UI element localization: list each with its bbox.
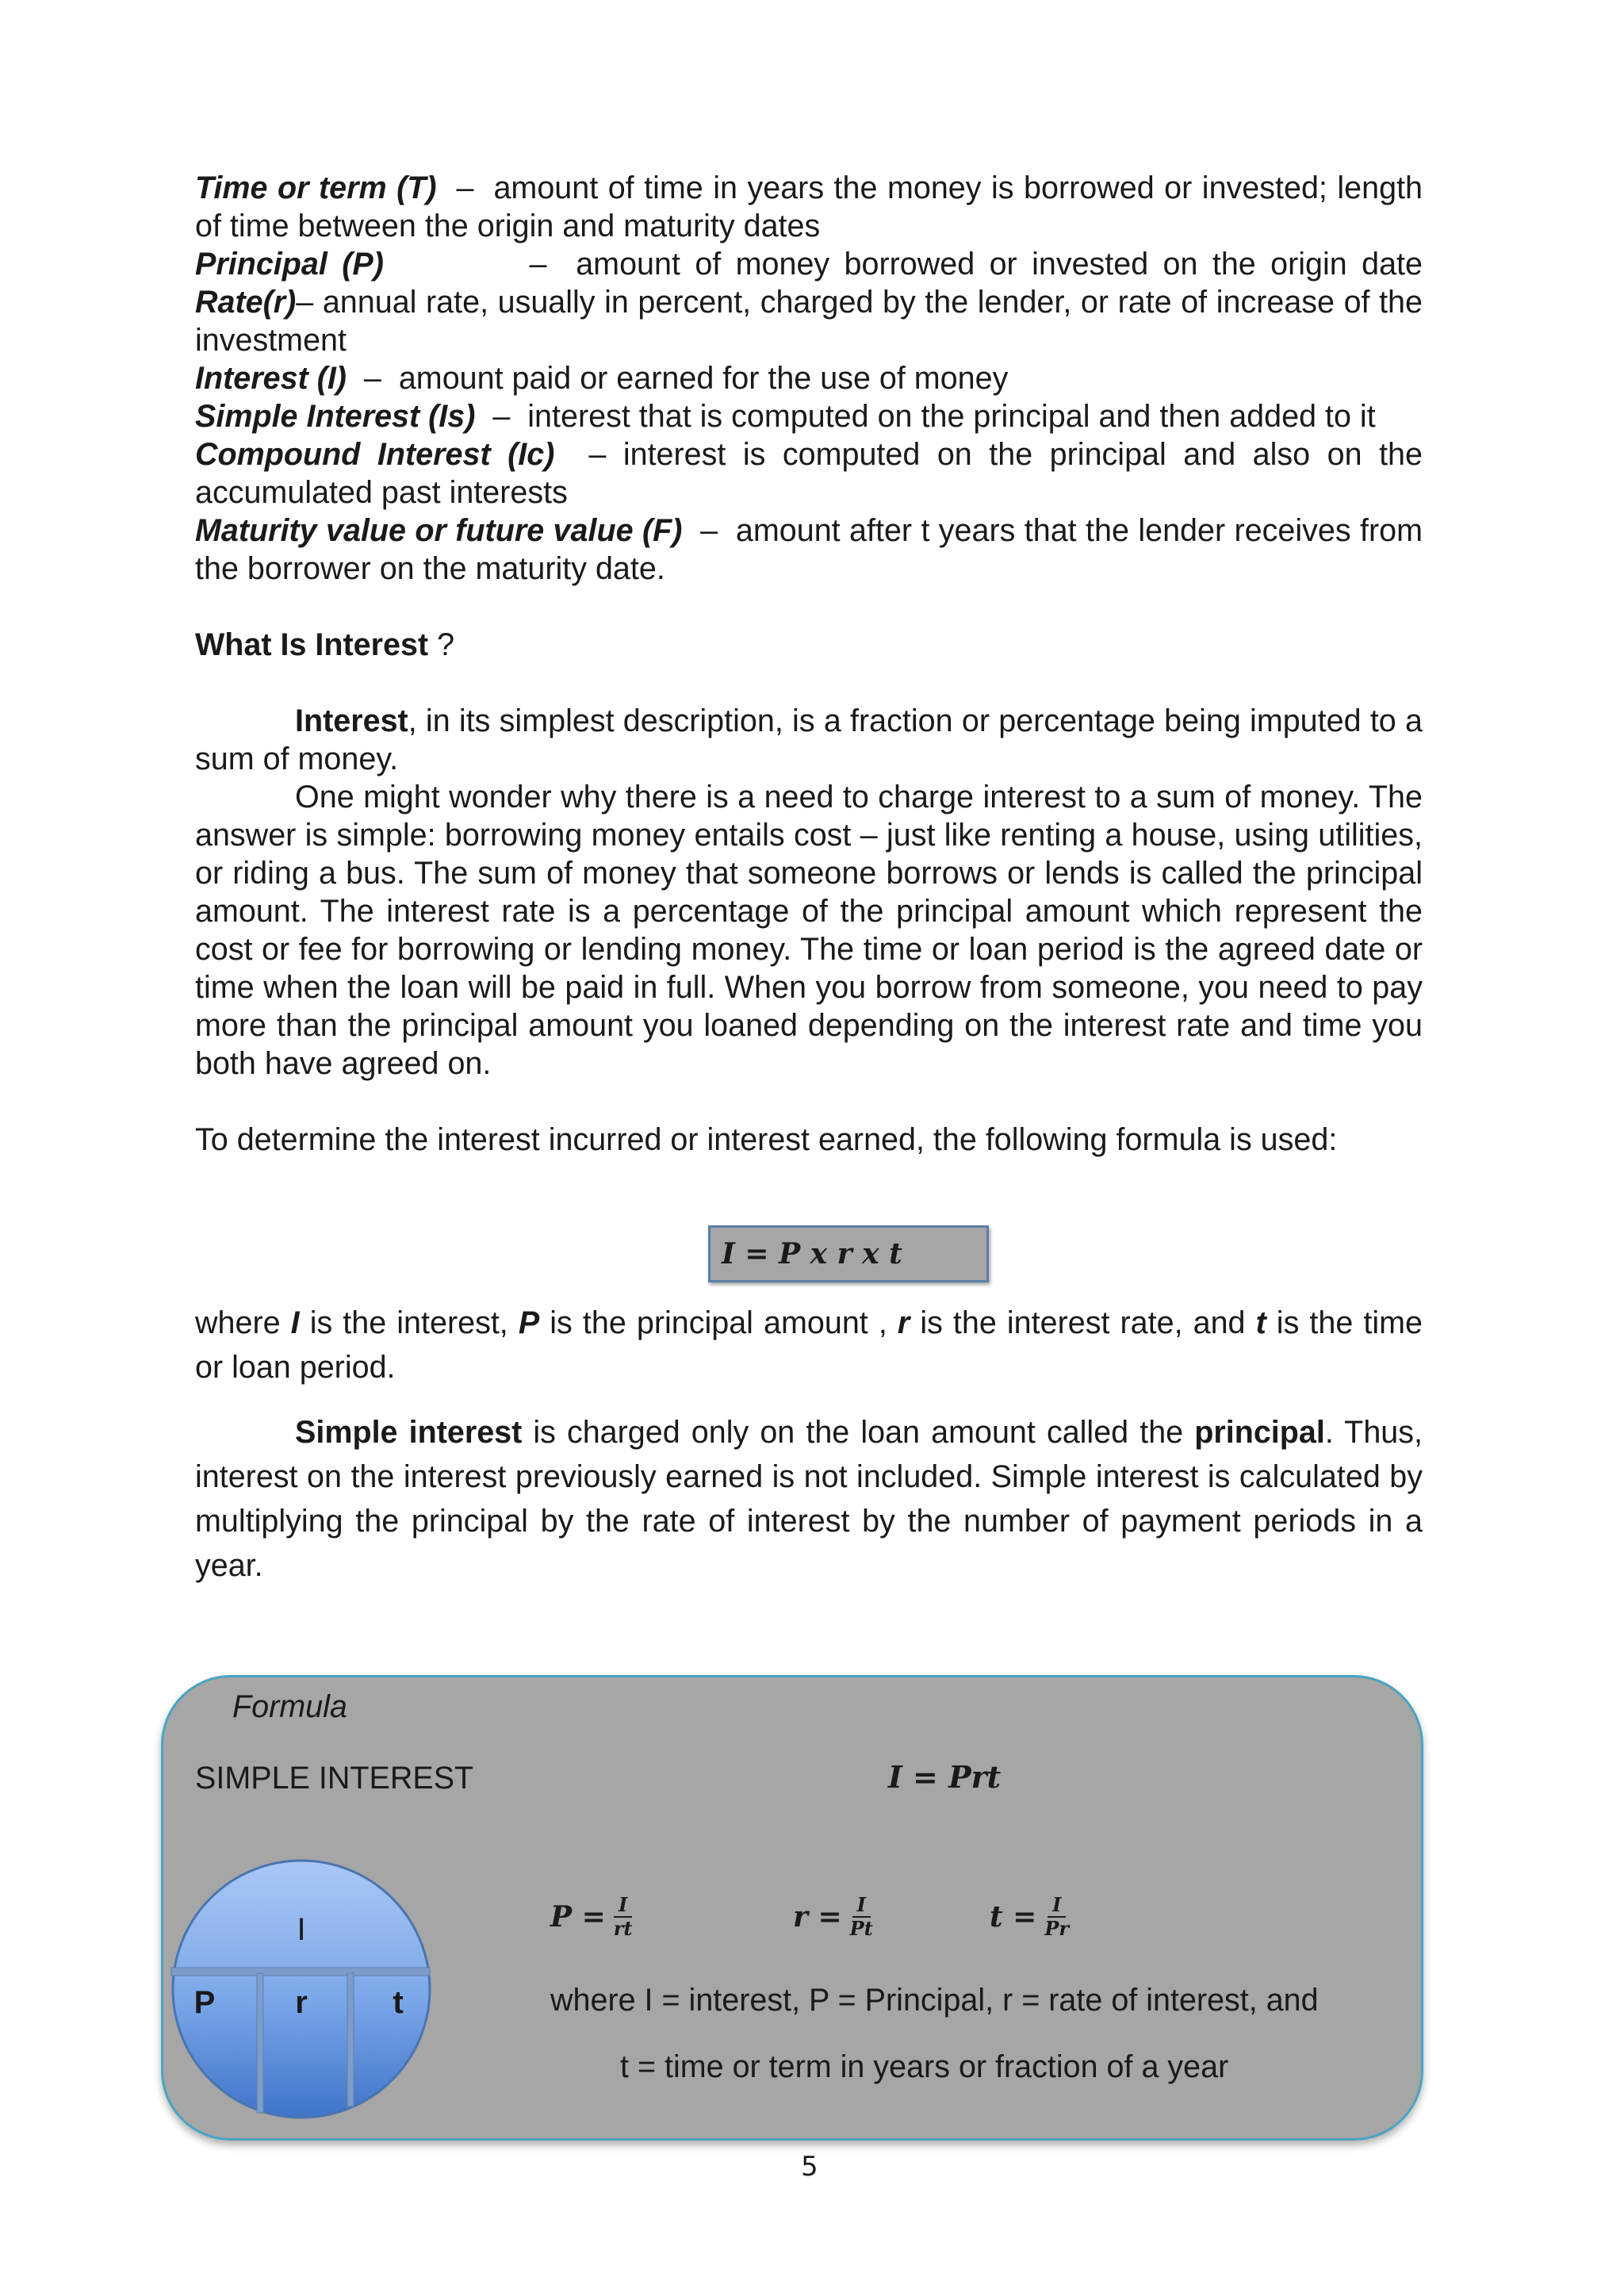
circle-divider-right <box>347 1973 354 2106</box>
spacer <box>195 588 1423 626</box>
paragraph-interest-definition: Interest, in its simplest description, is a fraction or percentage being imputed to a sum of money. <box>195 703 1423 776</box>
circle-label-rate: r <box>295 1985 308 2020</box>
definition-maturity-value: Maturity value or future value (F) – amount after t years that the lender receives from the borrower on the maturity date. <box>195 513 1423 586</box>
circle-divider-left <box>257 1973 263 2113</box>
panel-legend-line-1: where I = interest, P = Principal, r = rate of interest, and <box>550 1983 1319 2018</box>
definition-rate: Rate(r)– annual rate, usually in percent, charged by the lender, or rate of increase of the investment <box>195 285 1423 358</box>
definition-compound-interest: Compound Interest (Ic) – interest is computed on the principal and also on the accumulated past interests <box>195 437 1423 510</box>
definition-simple-interest: Simple Interest (Is) – interest that is computed on the principal and then added to it <box>195 399 1376 434</box>
definition-time: Time or term (T) – amount of time in years the money is borrowed or invested; length of time between the origin and maturity dates <box>195 171 1423 243</box>
formula-variables-explanation: where I is the interest, P is the principal amount , r is the interest rate, and t is the time or loan period. <box>195 1305 1423 1385</box>
fraction-rate: r = $\frac{I}{Pt}$ <box>793 1893 873 1940</box>
main-content <box>195 169 1423 1159</box>
definition-interest: Interest (I) – amount paid or earned for the use of money <box>195 361 1009 396</box>
definition-principal: Principal (P) – amount of money borrowed or invested on the origin date <box>195 247 1423 282</box>
panel-legend-line-2: t = time or term in years or fraction of a year <box>620 2049 1229 2084</box>
panel-title: Formula <box>232 1689 347 1724</box>
simple-interest-equation: I = Prt <box>888 1759 1002 1795</box>
paragraph-interest-explanation: One might wonder why there is a need to charge interest to a sum of money. The answer is simple: borrowing money entails cost – just like renting a house, using utilities, or riding a bus. The sum of money that someone borrows or lends is called the principal amount. The interest rate is a percentage of the principal amount which represent the cost or fee for borrowing or lending money. The time or loan period is the agreed date or time when the loan will be paid in full. When you borrow from someone, you need to pay more than the principal amount you loaned depending on the interest rate and time you both have agreed on. <box>195 780 1423 1081</box>
interest-formula-box: I = P x r x t <box>708 1225 989 1282</box>
fraction-time: t = $\frac{I}{Pr}$ <box>990 1893 1070 1940</box>
paragraph-formula-intro: To determine the interest incurred or interest earned, the following formula is used: <box>195 1122 1338 1157</box>
spacer <box>195 664 1423 702</box>
page-number: 5 <box>801 2151 818 2183</box>
section-heading: What Is Interest ? <box>195 627 455 662</box>
fraction-principal: P = $\frac{I}{rt}$ <box>550 1893 633 1940</box>
simple-interest-label: SIMPLE INTEREST <box>195 1761 474 1796</box>
paragraph-simple-interest: Simple interest is charged only on the loan amount called the principal. Thus, interest on the interest previously earned is not included. Simple interest is calculated by multiplying the principal by the rate of interest by the number of payment periods in a year. <box>195 1415 1423 1583</box>
circle-label-time: t <box>393 1985 404 2020</box>
prt-triangle-circle <box>168 1854 438 2124</box>
circle-label-principal: P <box>193 1985 216 2020</box>
spacer <box>195 1083 1423 1121</box>
circle-label-interest: I <box>297 1912 306 1947</box>
circle-divider-horizontal <box>171 1968 430 1976</box>
